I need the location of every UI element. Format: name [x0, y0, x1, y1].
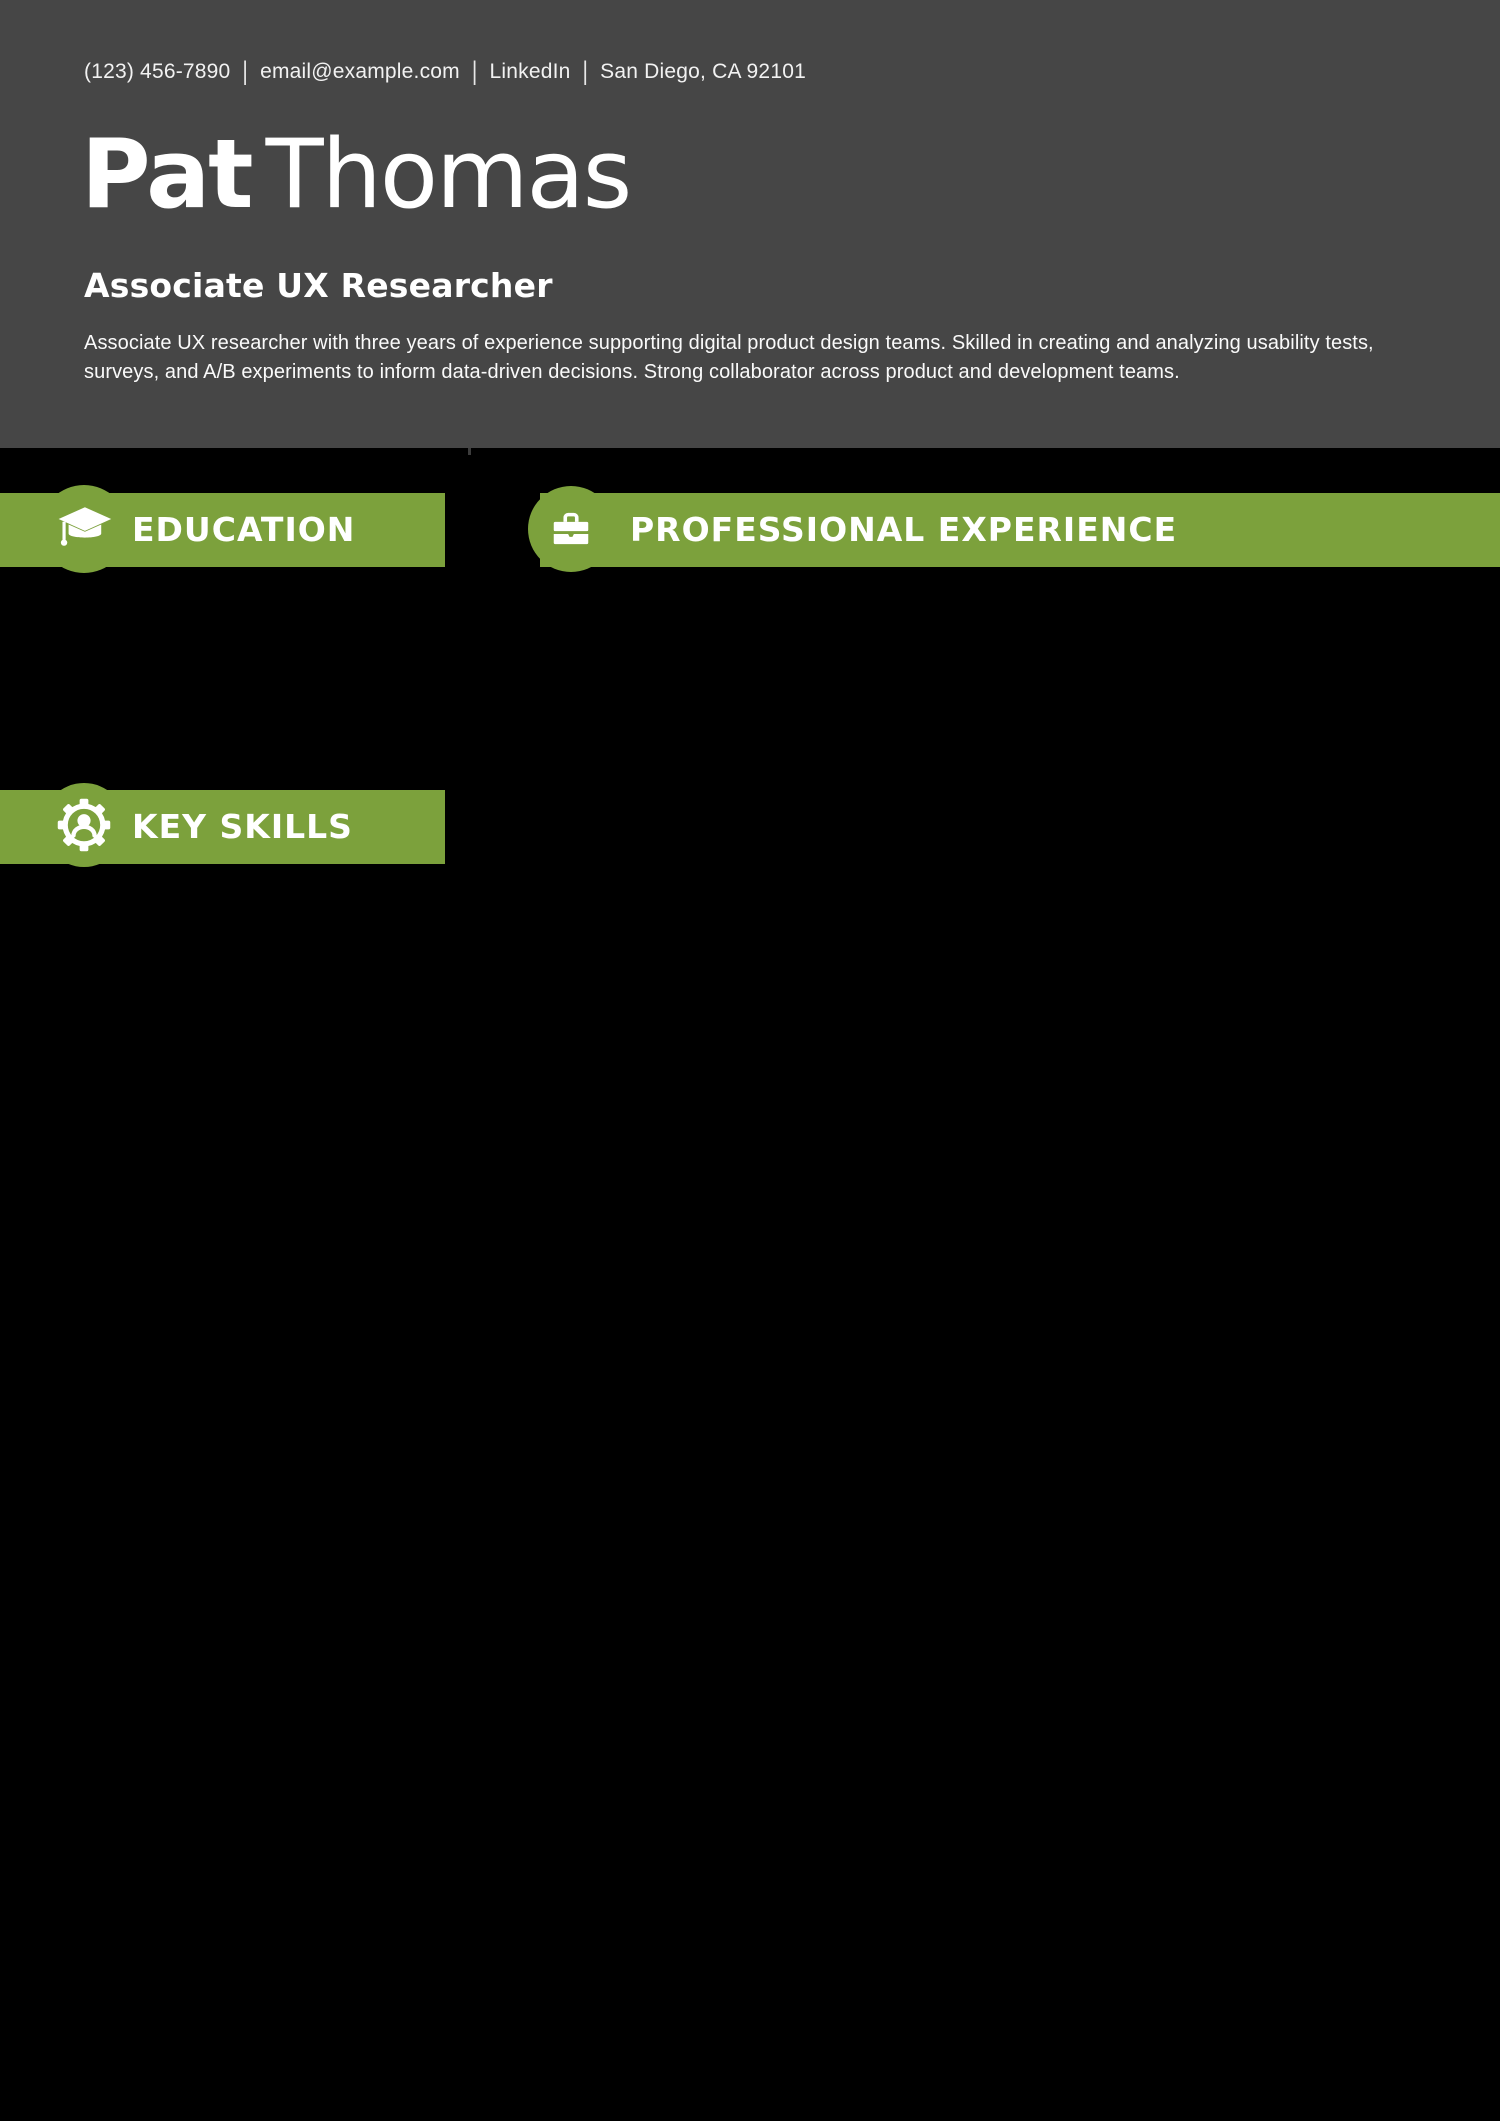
- contact-separator: |: [582, 57, 589, 86]
- section-label-education: EDUCATION: [132, 510, 356, 549]
- section-label-key-skills: KEY SKILLS: [132, 807, 353, 846]
- graduation-cap-icon: [55, 503, 113, 555]
- contact-linkedin: LinkedIn: [489, 60, 571, 83]
- key-skills-icon-badge: [42, 783, 126, 867]
- contact-location: San Diego, CA 92101: [600, 60, 806, 83]
- education-icon-badge: [40, 485, 128, 573]
- section-label-experience: PROFESSIONAL EXPERIENCE: [630, 510, 1178, 549]
- summary-paragraph: Associate UX researcher with three years of experience supporting digital product design teams. Skilled in creating and analyzing usability tests, surveys, and A/B experiments to inform data-driven decisions. Strong collaborator across product and development teams.: [84, 332, 1374, 383]
- job-title: Associate UX Researcher: [84, 266, 553, 305]
- contact-separator: |: [471, 57, 478, 86]
- contact-email: email@example.com: [260, 60, 460, 83]
- experience-icon-badge: [528, 486, 614, 572]
- toolbox-icon: [548, 506, 594, 552]
- contact-phone: (123) 456-7890: [84, 60, 231, 83]
- resume-header: [0, 0, 1500, 448]
- candidate-first-name: Pat: [81, 120, 252, 230]
- candidate-last-name: Thomas: [265, 120, 631, 230]
- contact-line: [84, 57, 806, 86]
- contact-separator: |: [242, 57, 249, 86]
- gear-person-icon: [56, 797, 112, 853]
- column-divider-notch: [468, 448, 471, 455]
- section-banner-experience: [540, 493, 1500, 567]
- candidate-name: [81, 120, 631, 230]
